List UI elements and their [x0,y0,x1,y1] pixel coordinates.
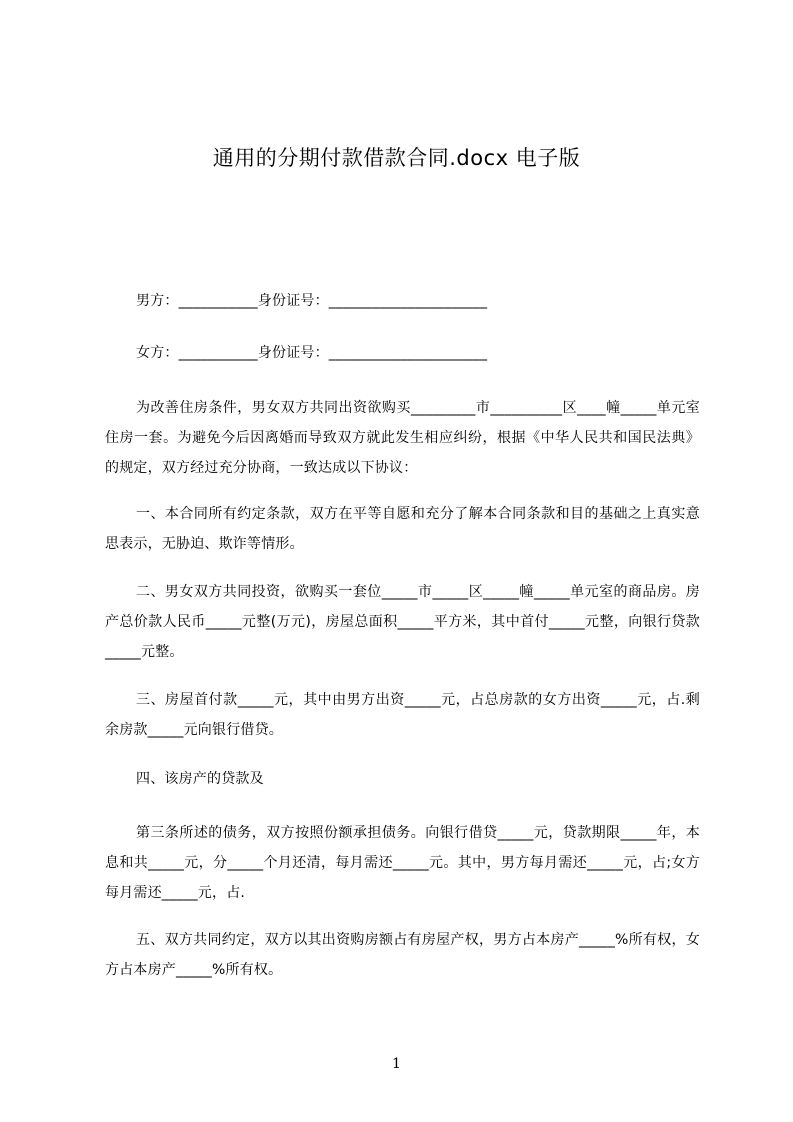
paragraph-preamble: 为改善住房条件，男女双方共同出资欲购买_________市__________区____幢_____单元室住房一套。为避免今后因离婚而导致双方就此发生相应纠纷，根据《中华人民共和国民法典》的规定，双方经过充分协商，一致达成以下协议： [105,400,700,476]
paragraph-wife-info: 女方：___________身份证号：______________________ [136,345,488,361]
paragraph-clause-3: 三、房屋首付款_____元，其中由男方出资_____元，占总房款的女方出资_____元，占.剩余房款_____元向银行借贷。 [105,692,700,738]
paragraph-clause-2: 二、男女双方共同投资，欲购买一套位_____市_____区_____幢_____单元室的商品房。房产总价款人民币_____元整(万元)，房屋总面积_____平方米，其中首付_____元整，向银行贷款_____元整。 [105,584,700,660]
document-title: 通用的分期付款借款合同.docx 电子版 [212,146,581,170]
paragraph-clause-4-body: 第三条所述的债务，双方按照份额承担债务。向银行借贷_____元，贷款期限_____年，本息和共_____元，分_____个月还清，每月需还_____元。其中，男方每月需还_____元，占;女方每月需还_____元，占. [105,825,700,901]
page-number: 1 [392,1056,401,1072]
paragraph-husband-info: 男方：___________身份证号：______________________ [136,293,488,309]
paragraph-clause-4-heading: 四、该房产的贷款及 [136,771,264,787]
paragraph-clause-5: 五、双方共同约定，双方以其出资购房额占有房屋产权，男方占本房产_____%所有权，女方占本房产_____%所有权。 [105,932,700,978]
paragraph-clause-1: 一、本合同所有约定条款，双方在平等自愿和充分了解本合同条款和目的基础之上真实意思表示，无胁迫、欺诈等情形。 [105,506,700,552]
